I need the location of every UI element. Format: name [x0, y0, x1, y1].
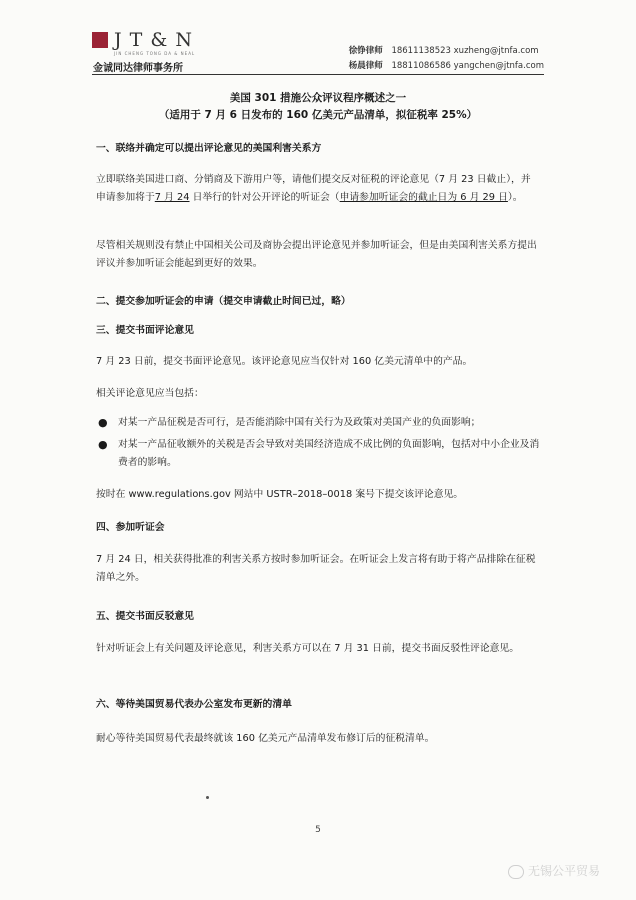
list-item — [96, 436, 540, 472]
header-divider — [92, 74, 544, 75]
contact-name: 徐铮律师 — [348, 46, 383, 56]
section-3-paragraph-2: 相关评论意见应当包括： — [96, 388, 204, 399]
section-3-paragraph-3: 按时在 www.regulations.gov 网站中 USTR–2018–0018 案号下提交该评论意见。 — [96, 489, 464, 500]
list-item-text: 对某一产品征税是否可行，是否能消除中国有关行为及政策对美国产业的负面影响； — [118, 417, 481, 428]
section-5-paragraph-1: 针对听证会上有关问题及评论意见，利害关系方可以在 7 月 31 日前，提交书面反驳性评论意见。 — [96, 643, 520, 654]
bullet-dot: ● — [98, 416, 108, 429]
firm-logo-text: J T & N — [114, 29, 193, 51]
underlined-date: 7 月 24 — [154, 192, 190, 203]
section-4-paragraph-1: 7 月 24 日，相关获得批准的利害关系方按时参加听证会。在听证会上发言将有助于将产品排除在征税清单之外。 — [96, 554, 536, 583]
firm-name: 金诚同达律师事务所 — [93, 63, 183, 74]
section-3-paragraph-1: 7 月 23 日前，提交书面评论意见。该评论意见应当仅针对 160 亿美元清单中的产品。 — [96, 356, 473, 367]
contact-email: yangchen@jtnfa.com — [453, 61, 544, 71]
section-heading-4: 四、参加听证会 — [96, 522, 165, 533]
contact-row — [349, 59, 544, 74]
contact-phone: 18811086586 — [391, 61, 451, 71]
section-heading-1: 一、联络并确定可以提出评论意见的美国利害关系方 — [96, 143, 322, 154]
list-item — [96, 414, 540, 432]
firm-logo-subtitle: JIN CHENG TONG DA & NEAL — [114, 51, 196, 56]
text-span: 日举行的针对公开评论的听证会（ — [189, 192, 340, 203]
section-6-paragraph-1: 耐心等待美国贸易代表最终就该 160 亿美元产品清单发布修订后的征税清单。 — [96, 733, 435, 744]
text-span: ）。 — [507, 192, 523, 203]
bullet-dot: ● — [98, 438, 108, 451]
contact-email: xuzheng@jtnfa.com — [453, 46, 539, 56]
watermark-text: 无锡公平贸易 — [528, 864, 601, 878]
section-heading-6: 六、等待美国贸易代表办公室发布更新的清单 — [96, 699, 292, 710]
section-heading-3: 三、提交书面评论意见 — [96, 325, 194, 336]
section-1-paragraph-2: 尽管相关规则没有禁止中国相关公司及商协会提出评论意见并参加听证会，但是由美国利害关系方提出评议并参加听证会能起到更好的效果。 — [96, 240, 537, 269]
section-1-paragraph-1 — [96, 171, 540, 207]
watermark — [508, 862, 600, 879]
text-span: 立即联络美国进口商、分销商及下游用户等，请他们提交反对征税的评论意见（7 月 23 日截止），并申请参加将于 — [96, 174, 531, 203]
underlined-deadline: 申请参加听证会的截止日为 6 月 29 日 — [339, 192, 508, 203]
scan-speck — [206, 796, 209, 799]
wechat-icon — [508, 865, 524, 879]
contact-row — [349, 44, 544, 59]
document-subtitle: （适用于 7 月 6 日发布的 160 亿美元产品清单，拟征税率 25%） — [158, 109, 478, 121]
firm-logo-mark — [92, 32, 108, 48]
section-heading-5: 五、提交书面反驳意见 — [96, 611, 194, 622]
list-item-text: 对某一产品征收额外的关税是否会导致对美国经济造成不成比例的负面影响，包括对中小企业及消费者的影响。 — [118, 439, 540, 468]
section-heading-2: 二、提交参加听证会的申请（提交申请截止时间已过，略） — [96, 296, 351, 307]
page-number: 5 — [315, 825, 321, 835]
contact-name: 杨晨律师 — [348, 61, 383, 71]
document-title: 美国 301 措施公众评议程序概述之一 — [229, 92, 407, 104]
contact-phone: 18611138523 — [391, 46, 451, 56]
contact-list — [349, 44, 544, 74]
